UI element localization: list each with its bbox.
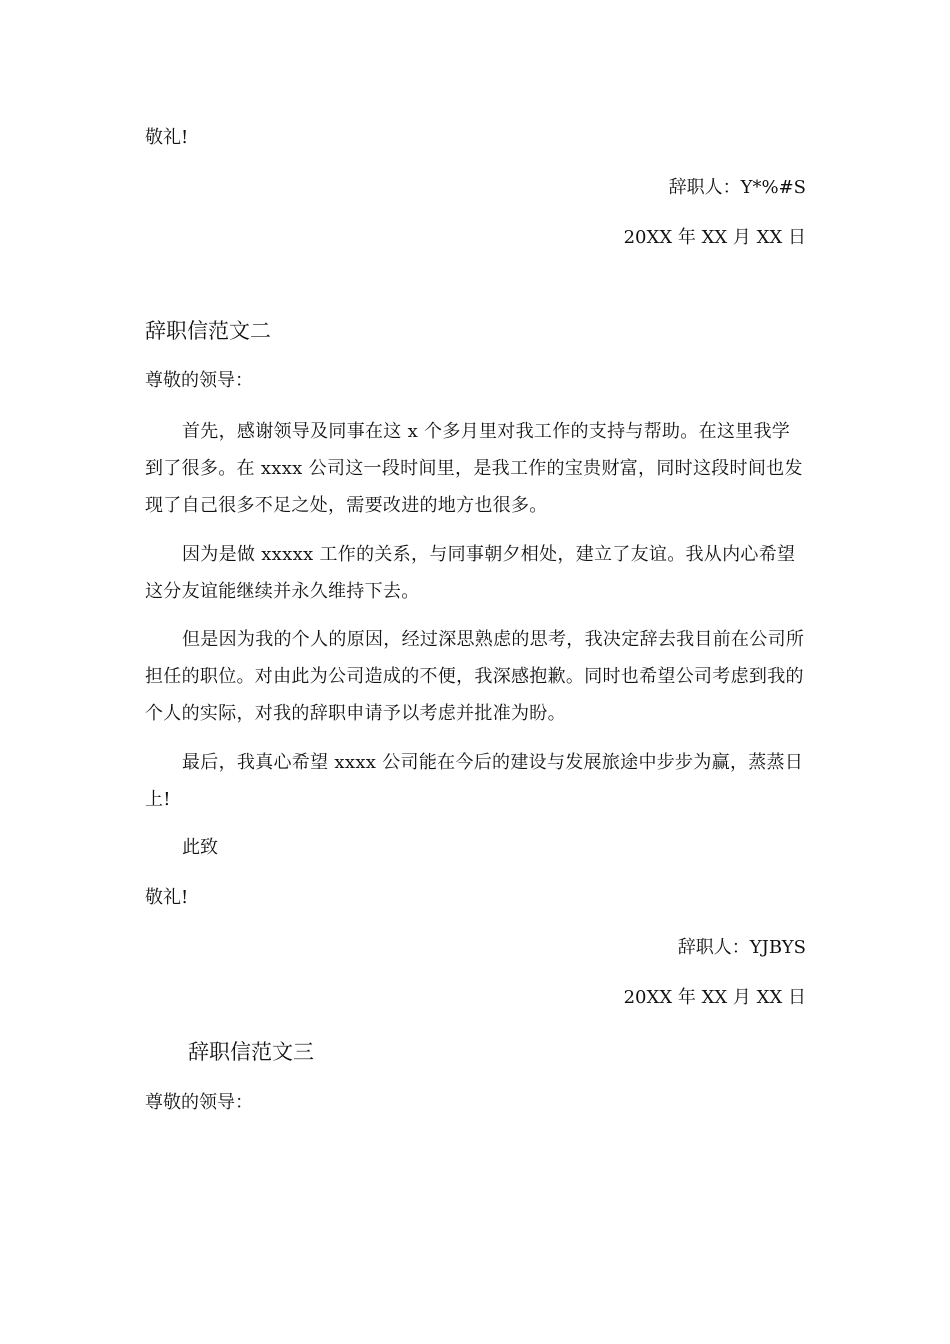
letter2-paragraph-3: 但是因为我的个人的原因，经过深思熟虑的思考，我决定辞去我目前在公司所担任的职位。对由此为公司造成的不便，我深感抱歉。同时也希望公司考虑到我的个人的实际，对我的辞职申请予以考虑并批准为盼。	[145, 629, 805, 724]
letter2-greeting: 此致	[182, 837, 218, 858]
closing-salute-top: 敬礼!	[145, 127, 189, 148]
letter2-salutation: 尊敬的领导：	[145, 370, 253, 391]
date-top: 20XX 年 XX 月 XX 日	[623, 227, 806, 248]
letter2-paragraph-1: 首先，感谢领导及同事在这 x 个多月里对我工作的支持与帮助。在这里我学到了很多。在 xxxx 公司这一段时间里，是我工作的宝贵财富，同时这段时间也发现了自己很多不足之处，需要改进的地方也很多。	[145, 421, 803, 516]
letter2-title: 辞职信范文二	[145, 319, 271, 343]
letter2-signature: 辞职人：YJBYS	[677, 937, 806, 958]
letter3-title: 辞职信范文三	[188, 1040, 314, 1064]
letter2-closing-salute: 敬礼!	[145, 887, 189, 908]
letter2-paragraph-2: 因为是做 xxxxx 工作的关系，与同事朝夕相处，建立了友谊。我从内心希望这分友谊能继续并永久维持下去。	[145, 544, 796, 602]
letter2-date: 20XX 年 XX 月 XX 日	[623, 987, 806, 1008]
letter3-salutation: 尊敬的领导：	[145, 1092, 253, 1113]
signature-top: 辞职人：Y*%#S	[668, 177, 806, 198]
letter2-paragraph-4: 最后，我真心希望 xxxx 公司能在今后的建设与发展旅途中步步为赢，蒸蒸日上!	[145, 752, 804, 810]
